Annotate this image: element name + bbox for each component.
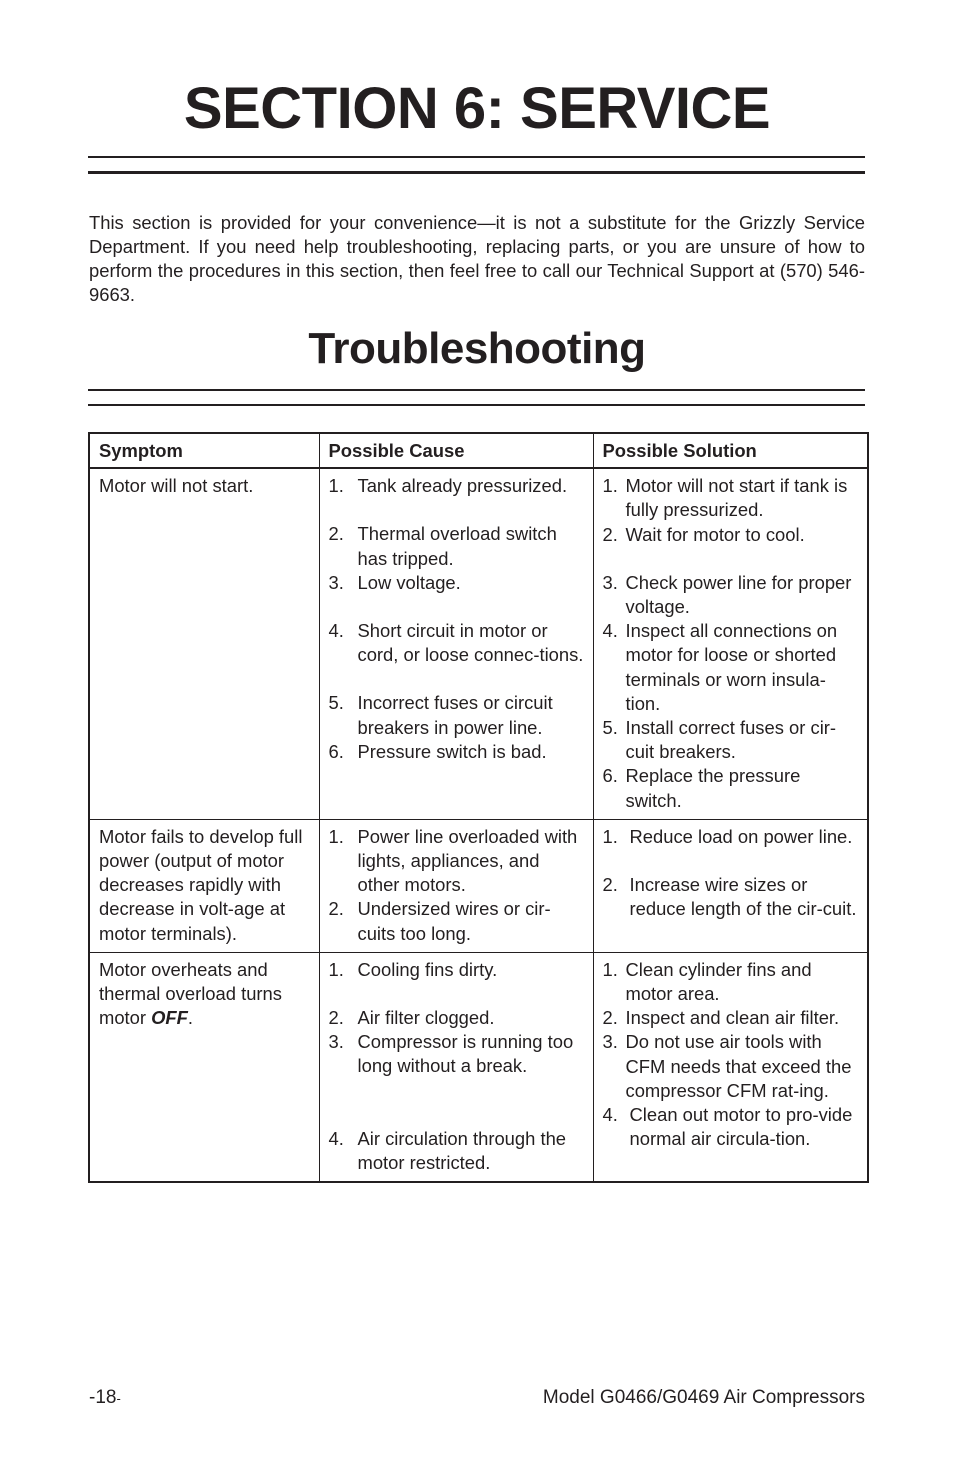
item-number: 2.: [602, 874, 618, 896]
item-text: Air circulation through the motor restricted.: [357, 1127, 567, 1173]
list-item: [603, 873, 860, 921]
list-item: [329, 691, 585, 739]
cause-cell: [319, 819, 593, 952]
list-item: [329, 897, 585, 945]
title-rule-top: [88, 156, 865, 158]
item-number: 5.: [602, 717, 618, 739]
item-text: Compressor is running too long without a break.: [357, 1031, 574, 1077]
item-number: 4.: [602, 620, 618, 642]
item-number: 4.: [602, 1104, 618, 1126]
subtitle-rule-bottom: [88, 404, 865, 406]
item-text: Replace the pressure switch.: [625, 765, 801, 811]
list-item: [329, 522, 585, 570]
symptom-text: Motor will not start.: [99, 475, 254, 497]
header-symptom: Symptom: [89, 433, 319, 468]
item-number: 1.: [328, 958, 344, 980]
item-number: 1.: [602, 958, 618, 980]
solution-cell: [593, 819, 868, 952]
item-text: Inspect all connections on motor for loose or shorted terminals or worn insula-tion.: [625, 620, 838, 714]
header-possible-cause: Possible Cause: [319, 433, 593, 468]
item-number: 2.: [328, 1007, 344, 1029]
solution-cell: [593, 468, 868, 819]
item-text: Pressure switch is bad.: [357, 740, 547, 762]
item-number: 2.: [328, 523, 344, 545]
list-item: [329, 1006, 585, 1030]
solution-cell: [593, 952, 868, 1182]
table-row: [89, 952, 868, 1182]
page-number-suffix: -: [116, 1391, 121, 1406]
list-item: [603, 716, 860, 764]
item-text: Increase wire sizes or reduce length of the cir-cuit.: [629, 874, 857, 920]
intro-paragraph: This section is provided for your convenience—it is not a substitute for the Grizzly Service Department. If you need help troubleshooting, replacing parts, or you are unsure of how to perform the procedures in this section, then feel free to call our Technical Support at (570) 546-9663.: [89, 212, 865, 305]
symptom-suffix: .: [187, 1007, 194, 1029]
list-item: [603, 571, 860, 619]
list-item: [603, 523, 860, 547]
list-item: [603, 1103, 860, 1151]
list-item: [603, 1030, 860, 1103]
symptom-cell: [89, 952, 319, 1182]
cause-cell: [319, 468, 593, 819]
item-text: Inspect and clean air filter.: [625, 1007, 840, 1029]
table-header-row: [89, 433, 868, 468]
list-item: [329, 571, 585, 595]
model-footer: Model G0466/G0469 Air Compressors: [542, 1387, 865, 1408]
list-item: [603, 619, 860, 716]
list-item: [329, 825, 585, 898]
item-number: 3.: [602, 571, 618, 593]
symptom-cell: [89, 819, 319, 952]
page-number: [89, 1386, 121, 1411]
item-text: Air filter clogged.: [357, 1007, 495, 1029]
item-number: 5.: [328, 692, 344, 714]
list-item: [329, 619, 585, 667]
item-number: 4.: [328, 620, 344, 642]
item-number: 3.: [602, 1031, 618, 1053]
section-title: SECTION 6: SERVICE: [183, 76, 771, 141]
item-text: Reduce load on power line.: [629, 825, 853, 847]
table-row: [89, 468, 868, 819]
off-emphasis: OFF: [151, 1007, 188, 1029]
item-text: Install correct fuses or cir-cuit breakers.: [625, 717, 837, 763]
item-text: Power line overloaded with lights, appliances, and other motors.: [357, 825, 578, 896]
symptom-cell: [89, 468, 319, 819]
item-number: 3.: [328, 571, 344, 593]
item-number: 1.: [328, 825, 344, 847]
item-text: Motor will not start if tank is fully pressurized.: [625, 475, 848, 521]
troubleshooting-title: Troubleshooting: [308, 324, 646, 373]
item-text: Thermal overload switch has tripped.: [357, 523, 557, 569]
list-item: [329, 1030, 585, 1078]
item-text: Tank already pressurized.: [357, 475, 568, 497]
item-number: 2.: [328, 898, 344, 920]
troubleshooting-table: [88, 432, 869, 1183]
item-number: 6.: [328, 740, 344, 762]
symptom-text: Motor fails to develop full power (output of motor decreases rapidly with decrease in volt-age at motor terminals).: [99, 825, 303, 944]
item-text: Wait for motor to cool.: [625, 523, 805, 545]
item-text: Short circuit in motor or cord, or loose connec-tions.: [357, 620, 584, 666]
item-text: Do not use air tools with CFM needs that exceed the compressor CFM rat-ing.: [625, 1031, 852, 1101]
list-item: [603, 825, 860, 849]
subtitle-rule-top: [88, 389, 865, 391]
item-text: Undersized wires or cir-cuits too long.: [357, 898, 551, 944]
item-text: Cooling fins dirty.: [357, 958, 498, 980]
cause-cell: [319, 952, 593, 1182]
table-row: [89, 819, 868, 952]
list-item: [329, 474, 585, 498]
item-number: 1.: [602, 825, 618, 847]
item-text: Incorrect fuses or circuit breakers in power line.: [357, 692, 553, 738]
title-rule-bottom: [88, 171, 865, 174]
item-text: Clean cylinder fins and motor area.: [625, 958, 812, 1005]
header-possible-solution: Possible Solution: [593, 433, 868, 468]
item-number: 2.: [602, 523, 618, 545]
list-item: [603, 958, 860, 1006]
item-number: 2.: [602, 1007, 618, 1029]
page-number-text: -18: [89, 1387, 117, 1408]
list-item: [329, 1127, 585, 1175]
list-item: [329, 740, 585, 764]
list-item: [603, 1006, 860, 1030]
item-number: 4.: [328, 1127, 344, 1149]
list-item: [329, 958, 585, 982]
item-text: Clean out motor to pro-vide normal air circula-tion.: [629, 1104, 853, 1150]
symptom-text: Motor overheats and thermal overload turns motor: [99, 958, 282, 1029]
item-number: 1.: [328, 475, 344, 497]
item-text: Low voltage.: [357, 571, 461, 593]
item-number: 6.: [602, 765, 618, 787]
item-number: 1.: [602, 475, 618, 497]
item-number: 3.: [328, 1031, 344, 1053]
list-item: [603, 764, 860, 812]
list-item: [603, 474, 860, 522]
item-text: Check power line for proper voltage.: [625, 571, 852, 618]
